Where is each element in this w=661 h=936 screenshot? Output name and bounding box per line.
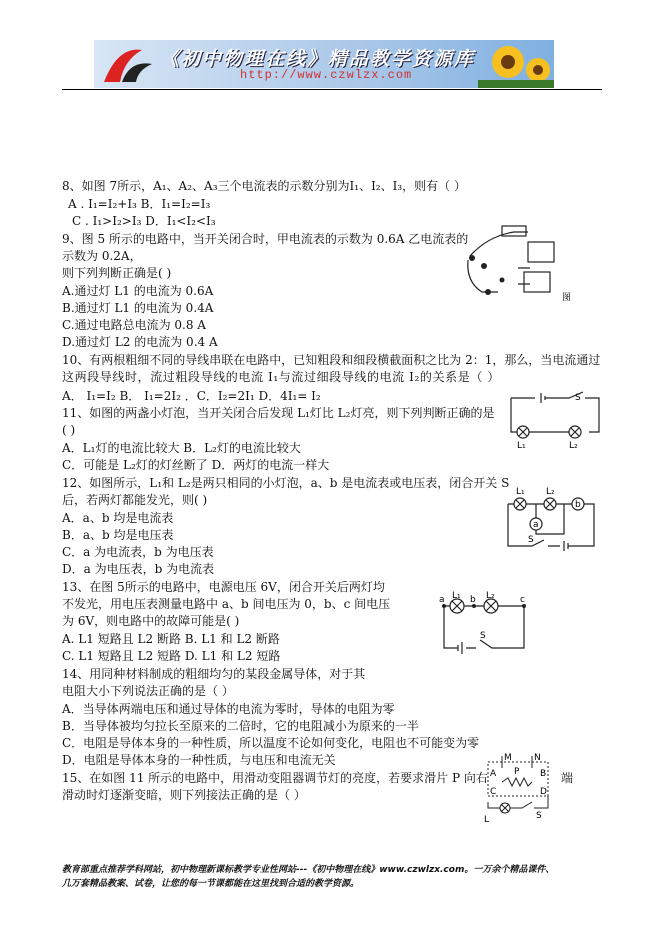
q13-lamp2-label: L₂ — [486, 591, 495, 601]
q9-option-b: B.通过灯 L1 的电流为 0.4A — [62, 301, 214, 315]
q10-options: A． I₁=I₂ B． I₁=2I₂ ．C．I₂=2I₁ D．4I₁= I₂ — [62, 389, 321, 403]
sunflower-image — [478, 40, 554, 88]
q8-stem: 8、如图 7所示，A₁、A₂、A₃三个电流表的示数分别为I₁、I₂、I₃，则有（ ） — [62, 179, 466, 193]
q12-circuit-figure — [504, 484, 598, 554]
q15-switch-label: S — [536, 811, 542, 821]
q9-option-d: D.通过灯 L2 的电流为 0.4 A — [62, 335, 218, 349]
q11-lamp1-label: L₁ — [517, 441, 526, 451]
q12-stem-line2: 后，若两灯都能发光，则( ) — [62, 493, 208, 507]
q15-terminal-c: C — [490, 787, 497, 797]
q15-stem-line1-end: 端 — [561, 771, 574, 785]
q15-terminal-m: M — [504, 753, 512, 763]
logo-icon — [98, 42, 158, 86]
banner-url: http://www.czwlzx.com — [240, 68, 413, 82]
q12-option-d: D．a 为电压表，b 为电流表 — [62, 562, 215, 576]
q15-terminal-n: N — [534, 753, 541, 763]
q15-lamp-label: L — [484, 815, 490, 825]
q10-stem-line2: 这两段导线时，流过粗段导线的电流 I₁与流过细段导线的电流 I₂的关系是（ ） — [62, 370, 500, 384]
q9-figure-label: 图 — [562, 293, 572, 303]
q12-option-c: C．a 为电流表，b 为电压表 — [62, 545, 214, 559]
q12-switch-label: S — [528, 535, 534, 545]
q13-circuit-figure — [436, 590, 534, 660]
q15-slider-p: P — [514, 767, 520, 777]
q9-stem-line2: 示数为 0.2A， — [62, 249, 142, 263]
q13-switch-label: S — [480, 631, 486, 641]
header-divider — [62, 89, 602, 90]
q12-meter-a-label: a — [533, 520, 539, 530]
q12-option-a: A．a、b 均是电流表 — [62, 511, 174, 525]
q8-options-ab: A . I₁=I₂+I₃ B．I₁=I₂=I₃ — [68, 197, 211, 211]
q15-stem-line2: 滑动时灯逐渐变暗，则下列接法正确的是（ ） — [62, 788, 306, 802]
q13-options-cd: C. L1 短路且 L2 短路 D. L1 和 L2 短路 — [62, 649, 281, 663]
banner-title: 《初中物理在线》精品教学资源库 — [160, 48, 476, 70]
q14-option-d: D．电阻是导体本身的一种性质，与电压和电流无关 — [62, 753, 336, 767]
q15-stem-line1: 15、在如图 11 所示的电路中，用滑动变阻器调节灯的亮度，若要求滑片 P 向右 — [62, 771, 488, 785]
q13-point-a: a — [439, 595, 445, 605]
q13-point-b: b — [470, 595, 476, 605]
q12-lamp2-label: L₂ — [546, 487, 555, 497]
q9-option-a: A.通过灯 L1 的电流为 0.6A — [62, 284, 214, 298]
q11-circuit-figure — [505, 390, 605, 452]
q11-options-cd: C．可能是 L₂灯的灯丝断了 D．两灯的电流一样大 — [62, 458, 330, 472]
q13-lamp1-label: L₁ — [452, 591, 461, 601]
q13-options-ab: A. L1 短路且 L2 断路 B. L1 和 L2 断路 — [62, 632, 280, 646]
q15-circuit-figure — [478, 752, 556, 824]
q12-lamp1-label: L₁ — [516, 487, 525, 497]
q14-option-c: C．电阻是导体本身的一种性质，所以温度不论如何变化，电阻也不可能变为零 — [62, 736, 480, 750]
q14-stem-line1: 14、用同种材料制成的粗细均匀的某段金属导体，对于其 — [62, 667, 366, 681]
q9-option-c: C.通过电路总电流为 0.8 A — [62, 318, 206, 332]
q14-option-a: A．当导体两端电压和通过导体的电流为零时，导体的电阻为零 — [62, 702, 395, 716]
q11-lamp2-label: L₂ — [569, 441, 578, 451]
q13-point-c: c — [520, 595, 525, 605]
q11-stem-line2: ( ) — [62, 423, 76, 437]
q9-circuit-figure — [458, 222, 570, 304]
q13-stem-line2: 不发光，用电压表测量电路中 a、b 间电压为 0，b、c 间电压 — [62, 597, 391, 611]
q13-stem-line3: 为 6V，则电路中的故障可能是( ) — [62, 614, 240, 628]
q9-stem-line1: 9、图 5 所示的电路中，当开关闭合时，甲电流表的示数为 0.6A 乙电流表的 — [62, 232, 469, 246]
footer-line2: 几万套精品教案、试卷，让您的每一节课都能在这里找到合适的教学资源。 — [62, 879, 360, 889]
q15-terminal-d: D — [540, 787, 547, 797]
q15-terminal-a: A — [490, 769, 497, 779]
q11-switch-label: S — [575, 393, 581, 403]
q13-stem-line1: 13、在图 5所示的电路中，电源电压 6V，闭合开关后两灯均 — [62, 580, 385, 594]
q12-meter-b-label: b — [575, 500, 581, 510]
q14-stem-line2: 电阻大小下列说法正确的是（ ） — [62, 684, 234, 698]
q9-stem-line3: 则下列判断正确是( ) — [62, 266, 172, 280]
q11-stem-line1: 11、如图的两盏小灯泡，当开关闭合后发现 L₁灯比 L₂灯亮，则下列判断正确的是 — [62, 406, 495, 420]
q15-terminal-b: B — [540, 769, 547, 779]
q14-option-b: B．当导体被均匀拉长至原来的二倍时，它的电阻减小为原来的一半 — [62, 719, 419, 733]
footer-line1: 教育部重点推荐学科网站，初中物理新课标教学专业性网站---《初中物理在线》www.czwlzx.com。一万余个精品课件、 — [62, 865, 555, 875]
q10-stem-line1: 10、有两根粗细不同的导线串联在电路中，已知粗段和细段横截面积之比为 2：1，那么，当电流通过 — [62, 353, 601, 367]
q12-option-b: B．a、b 均是电压表 — [62, 528, 174, 542]
q8-options-cd: C . I₁>I₂>I₃ D．I₁<I₂<I₃ — [72, 214, 216, 228]
q12-stem-line1: 12、如图所示，L₁和 L₂是两只相同的小灯泡，a、b 是电流表或电压表，闭合开关 S — [62, 476, 510, 490]
q11-options-ab: A．L₁灯的电流比较大 B．L₂灯的电流比较大 — [62, 441, 301, 455]
